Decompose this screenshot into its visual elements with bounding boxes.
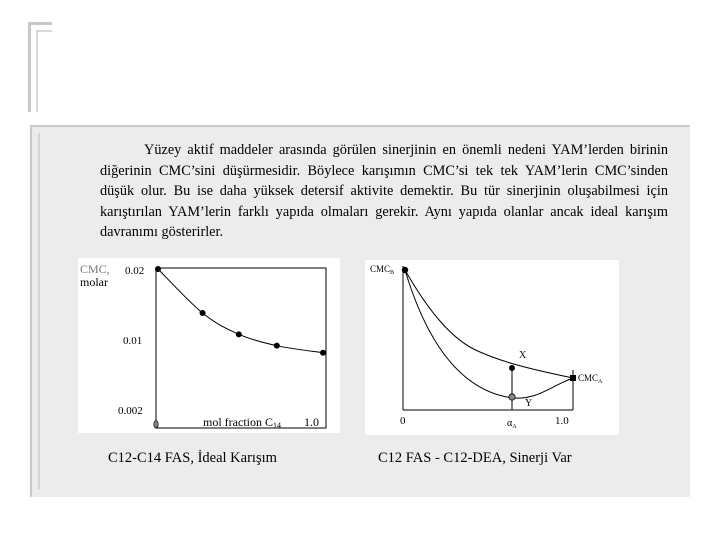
- left-xlabel-text: mol fraction C: [203, 415, 273, 429]
- ideal-mixture-chart: [78, 258, 340, 433]
- left-data-point-0: [155, 266, 161, 272]
- left-ytick-bottom: 0.002: [118, 405, 143, 417]
- slide-frame-top-inner: [36, 30, 52, 112]
- left-xtick-start: 0: [153, 417, 159, 431]
- left-xlabel: [203, 415, 281, 430]
- point-y: [509, 394, 515, 400]
- body-paragraph-text: Yüzey aktif maddeler arasında görülen sinerjinin en önemli nedeni YAM’lerden birinin diğerinin CMC’sini düşürmesidir. Böylece karışımın CMC’si tek tek YAM’lerin CMC’sinden düşük olur. Bu ise daha yüksek detersif aktivite demektir. Bu tür sinerjinin oluşabilmesi için karıştırılan YAM’lerin farklı yapıda olmaları gerekir. Aynı yapıda olanlar ancak ideal karışım davranımı gösterirler.: [100, 142, 668, 240]
- right-xtick-mid-sub: A: [512, 424, 517, 430]
- right-xtick-start: 0: [400, 415, 406, 427]
- point-cmc-a: [570, 375, 576, 381]
- left-data-point-2: [236, 331, 242, 337]
- label-y: Y: [525, 398, 533, 409]
- left-plot-frame: [156, 268, 326, 428]
- label-cmc-a-sub: A: [598, 379, 603, 385]
- left-xtick-end: 1.0: [304, 415, 319, 429]
- left-cmc-curve: [158, 269, 323, 353]
- right-xtick-mid-text: α: [507, 418, 513, 429]
- body-paragraph: [100, 140, 668, 243]
- left-ytick-mid: 0.01: [123, 335, 143, 347]
- ideal-mixture-curve: [405, 270, 573, 378]
- label-cmc-b: [370, 264, 394, 276]
- point-x: [509, 365, 515, 371]
- synergy-chart: [365, 260, 619, 435]
- synergy-curve: [405, 270, 573, 398]
- left-data-point-1: [200, 310, 206, 316]
- left-data-points: [155, 266, 326, 356]
- left-ytick-top: 0.02: [125, 265, 145, 277]
- label-cmc-b-sub: B: [390, 270, 395, 276]
- content-panel-inner-line: [38, 133, 40, 489]
- ideal-mixture-chart-svg: [78, 258, 340, 433]
- left-data-point-4: [320, 350, 326, 356]
- left-data-point-3: [274, 343, 280, 349]
- right-xtick-end: 1.0: [555, 415, 569, 427]
- left-chart-caption: C12-C14 FAS, İdeal Karışım: [108, 450, 277, 466]
- label-x: X: [519, 350, 527, 361]
- right-chart-caption: C12 FAS - C12-DEA, Sinerji Var: [378, 450, 572, 466]
- label-cmc-b-text: CMC: [370, 264, 391, 274]
- point-cmc-b: [402, 267, 408, 273]
- left-xlabel-sub: 14: [272, 421, 281, 430]
- left-ylabel-line2: molar: [80, 275, 108, 289]
- right-xtick-mid: [507, 418, 517, 430]
- synergy-chart-svg: [365, 260, 619, 435]
- label-cmc-a: [578, 373, 603, 385]
- left-ylabel-line1: CMC,: [80, 262, 110, 276]
- label-cmc-a-text: CMC: [578, 373, 599, 383]
